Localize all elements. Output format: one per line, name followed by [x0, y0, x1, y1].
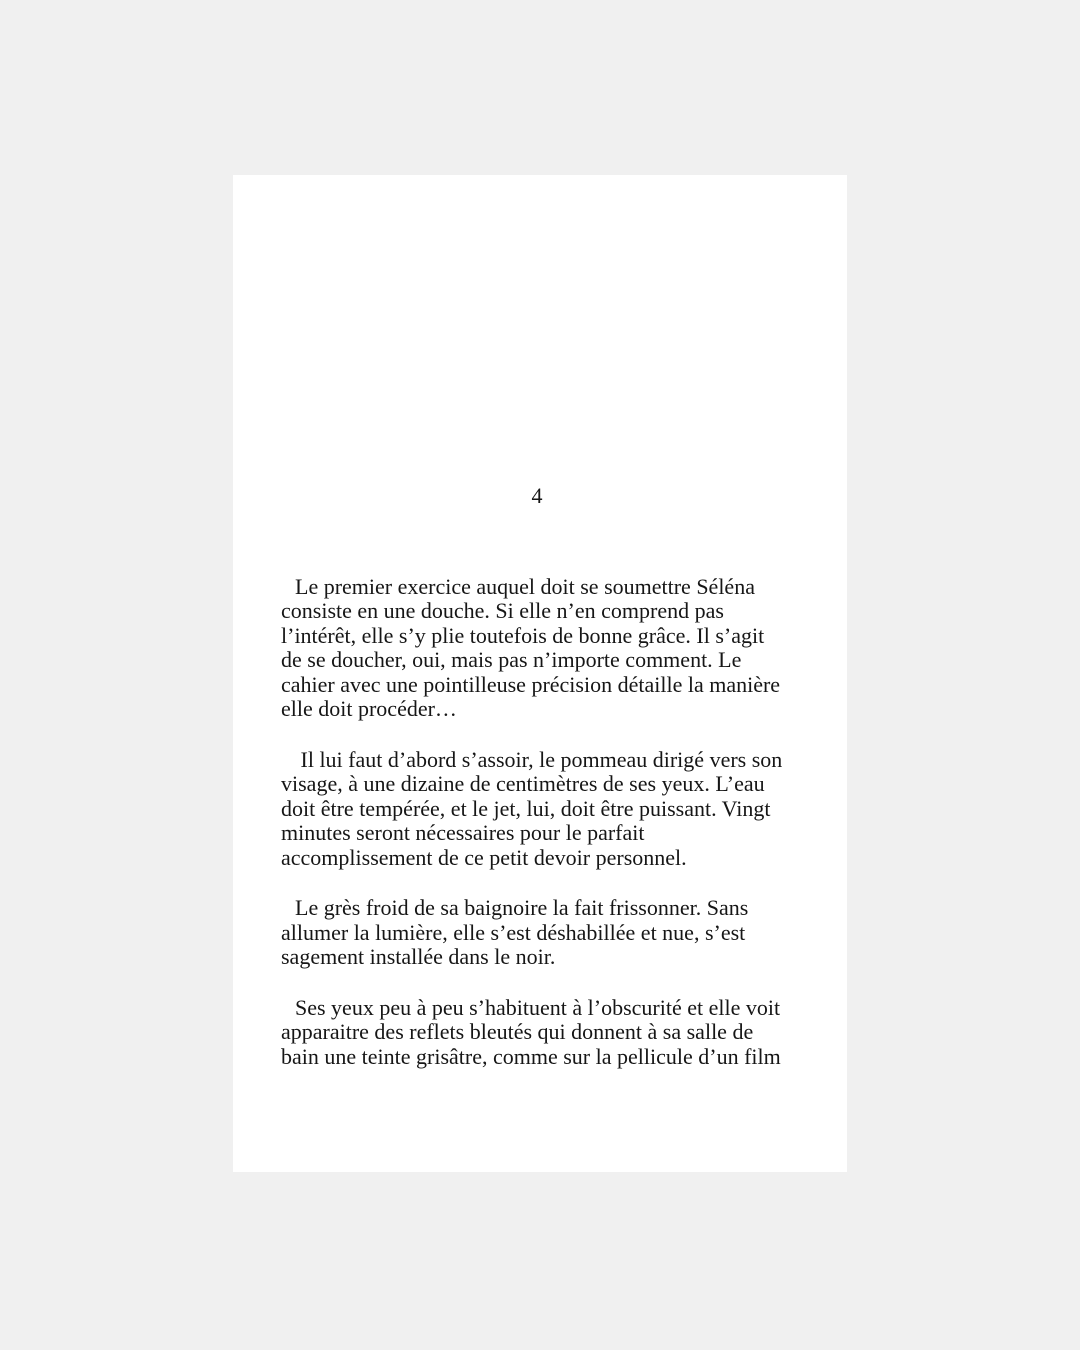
paragraph-4: [281, 996, 793, 1070]
text-line: Ses yeux peu à peu s’habituent à l’obscurité et elle voit: [295, 994, 781, 1020]
document-page: [233, 175, 847, 1172]
text-line: Le grès froid de sa baignoire la fait frissonner. Sans: [295, 895, 749, 920]
text-line: allumer la lumière, elle s’est déshabillée et nue, s’est: [281, 919, 746, 945]
text-line: minutes seront nécessaires pour le parfait: [281, 820, 645, 845]
text-line: cahier avec une pointilleuse précision détaille la manière: [281, 671, 781, 697]
text-line: de se doucher, oui, mais pas n’importe comment. Le: [281, 647, 742, 672]
text-line: elle doit procéder…: [281, 696, 457, 721]
text-line: consiste en une douche. Si elle n’en comprend pas: [281, 598, 724, 623]
text-line: bain une teinte grisâtre, comme sur la pellicule d’un film: [281, 1043, 781, 1069]
text-line: accomplissement de ce petit devoir personnel.: [281, 844, 687, 870]
text-line: sagement installée dans le noir.: [281, 944, 556, 969]
text-line: Le premier exercice auquel doit se soumettre Séléna: [295, 573, 755, 599]
paragraph-1: [281, 575, 793, 722]
paragraph-2: [281, 748, 793, 871]
text-line: visage, à une dizaine de centimètres de ses yeux. L’eau: [281, 771, 765, 796]
page-body-text: [281, 575, 793, 1070]
paragraph-3: [281, 896, 793, 970]
text-line: Il lui faut d’abord s’assoir, le pommeau dirigé vers son: [295, 746, 783, 772]
text-line: apparaitre des reflets bleutés qui donnent à sa salle de: [281, 1019, 754, 1044]
page-number: 4: [531, 483, 543, 508]
text-line: doit être tempérée, et le jet, lui, doit être puissant. Vingt: [281, 795, 771, 821]
text-line: l’intérêt, elle s’y plie toutefois de bonne grâce. Il s’agit: [281, 622, 765, 648]
